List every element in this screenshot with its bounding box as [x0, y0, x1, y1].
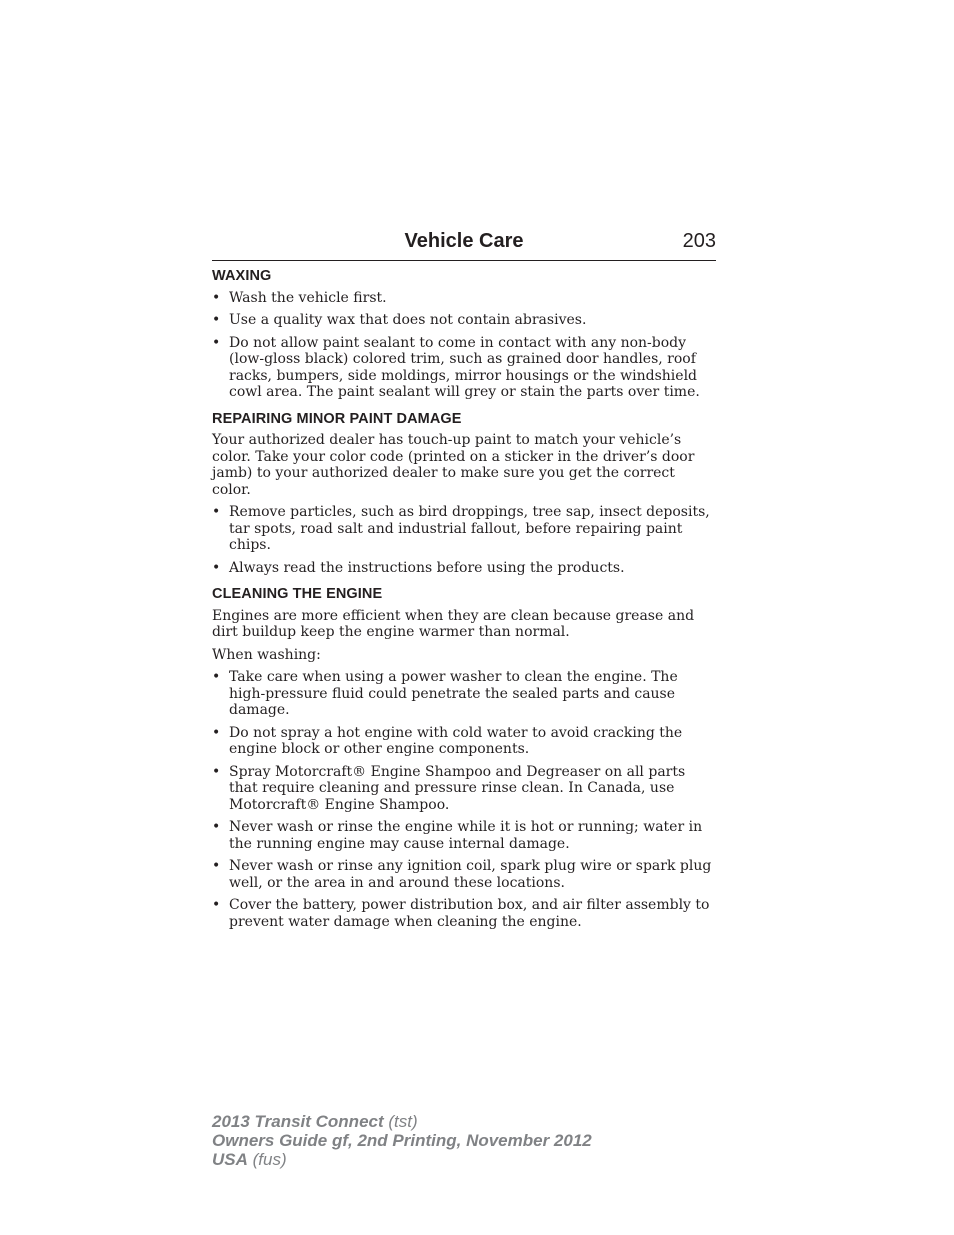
list-item: • Wash the vehicle first.	[212, 289, 387, 306]
list-item: • Spray Motorcraft® Engine Shampoo and Degreaser on all parts that require cleaning and pressure rinse clean. In Canada, use Motorcraft® Engine Shampoo.	[212, 763, 686, 813]
footer-line-1: 2013 Transit Connect (tst)	[212, 1112, 418, 1131]
bullet-icon: •	[212, 334, 221, 351]
list-item: • Use a quality wax that does not contain abrasives.	[212, 312, 587, 328]
page-content	[212, 268, 718, 936]
bullet-list	[212, 669, 718, 930]
list-item: • Always read the instructions before using the products.	[212, 559, 625, 576]
page-footer	[212, 1112, 592, 1169]
bullet-list	[212, 504, 718, 576]
bullet-icon: •	[212, 763, 221, 780]
bullet-icon: •	[212, 858, 221, 874]
list-item: • Do not spray a hot engine with cold water to avoid cracking the engine block or other engine components.	[212, 724, 683, 757]
page-header	[212, 228, 716, 261]
bullet-icon: •	[212, 669, 221, 685]
bullet-list	[212, 290, 718, 401]
paragraph: Engines are more efficient when they are clean because grease and dirt buildup keep the engine warmer than normal.	[212, 607, 695, 640]
bullet-icon: •	[212, 504, 221, 520]
section-cleaning-engine	[212, 586, 718, 930]
paragraph: When washing:	[212, 646, 321, 663]
section-heading: CLEANING THE ENGINE	[212, 586, 383, 602]
footer-line-3: USA (fus)	[212, 1150, 287, 1169]
section-heading: REPAIRING MINOR PAINT DAMAGE	[212, 410, 462, 427]
list-item: • Remove particles, such as bird droppings, tree sap, insect deposits, tar spots, road salt and industrial fallout, before repairing paint chips.	[212, 504, 710, 553]
bullet-icon: •	[212, 897, 221, 913]
list-item: • Never wash or rinse the engine while it is hot or running; water in the running engine may cause internal damage.	[212, 819, 703, 852]
paragraph: Your authorized dealer has touch-up paint to match your vehicle’s color. Take your color code (printed on a sticker in the driver’s door jamb) to your authorized dealer to make sure you get the correct color.	[212, 432, 695, 498]
chapter-title: Vehicle Care	[404, 230, 524, 252]
list-item: • Never wash or rinse any ignition coil, spark plug wire or spark plug well, or the area in and around these locations.	[212, 858, 712, 891]
page-number: 203	[682, 230, 716, 252]
section-waxing	[212, 268, 718, 401]
section-heading: WAXING	[212, 268, 272, 284]
bullet-icon: •	[212, 724, 221, 741]
list-item: • Do not allow paint sealant to come in contact with any non-body (low-gloss black) colored trim, such as grained door handles, roof racks, bumpers, side moldings, mirror housings or the windshield cowl area. The paint sealant will grey or stain the parts over time.	[212, 334, 700, 400]
list-item: • Cover the battery, power distribution box, and air filter assembly to prevent water damage when cleaning the engine.	[212, 897, 710, 930]
bullet-icon: •	[212, 819, 221, 835]
section-repairing-paint	[212, 411, 718, 577]
list-item: • Take care when using a power washer to clean the engine. The high-pressure fluid could penetrate the sealed parts and cause damage.	[212, 669, 678, 718]
bullet-icon: •	[212, 559, 221, 576]
bullet-icon: •	[212, 312, 221, 328]
footer-line-2: Owners Guide gf, 2nd Printing, November 2012	[212, 1131, 592, 1150]
bullet-icon: •	[212, 289, 221, 306]
